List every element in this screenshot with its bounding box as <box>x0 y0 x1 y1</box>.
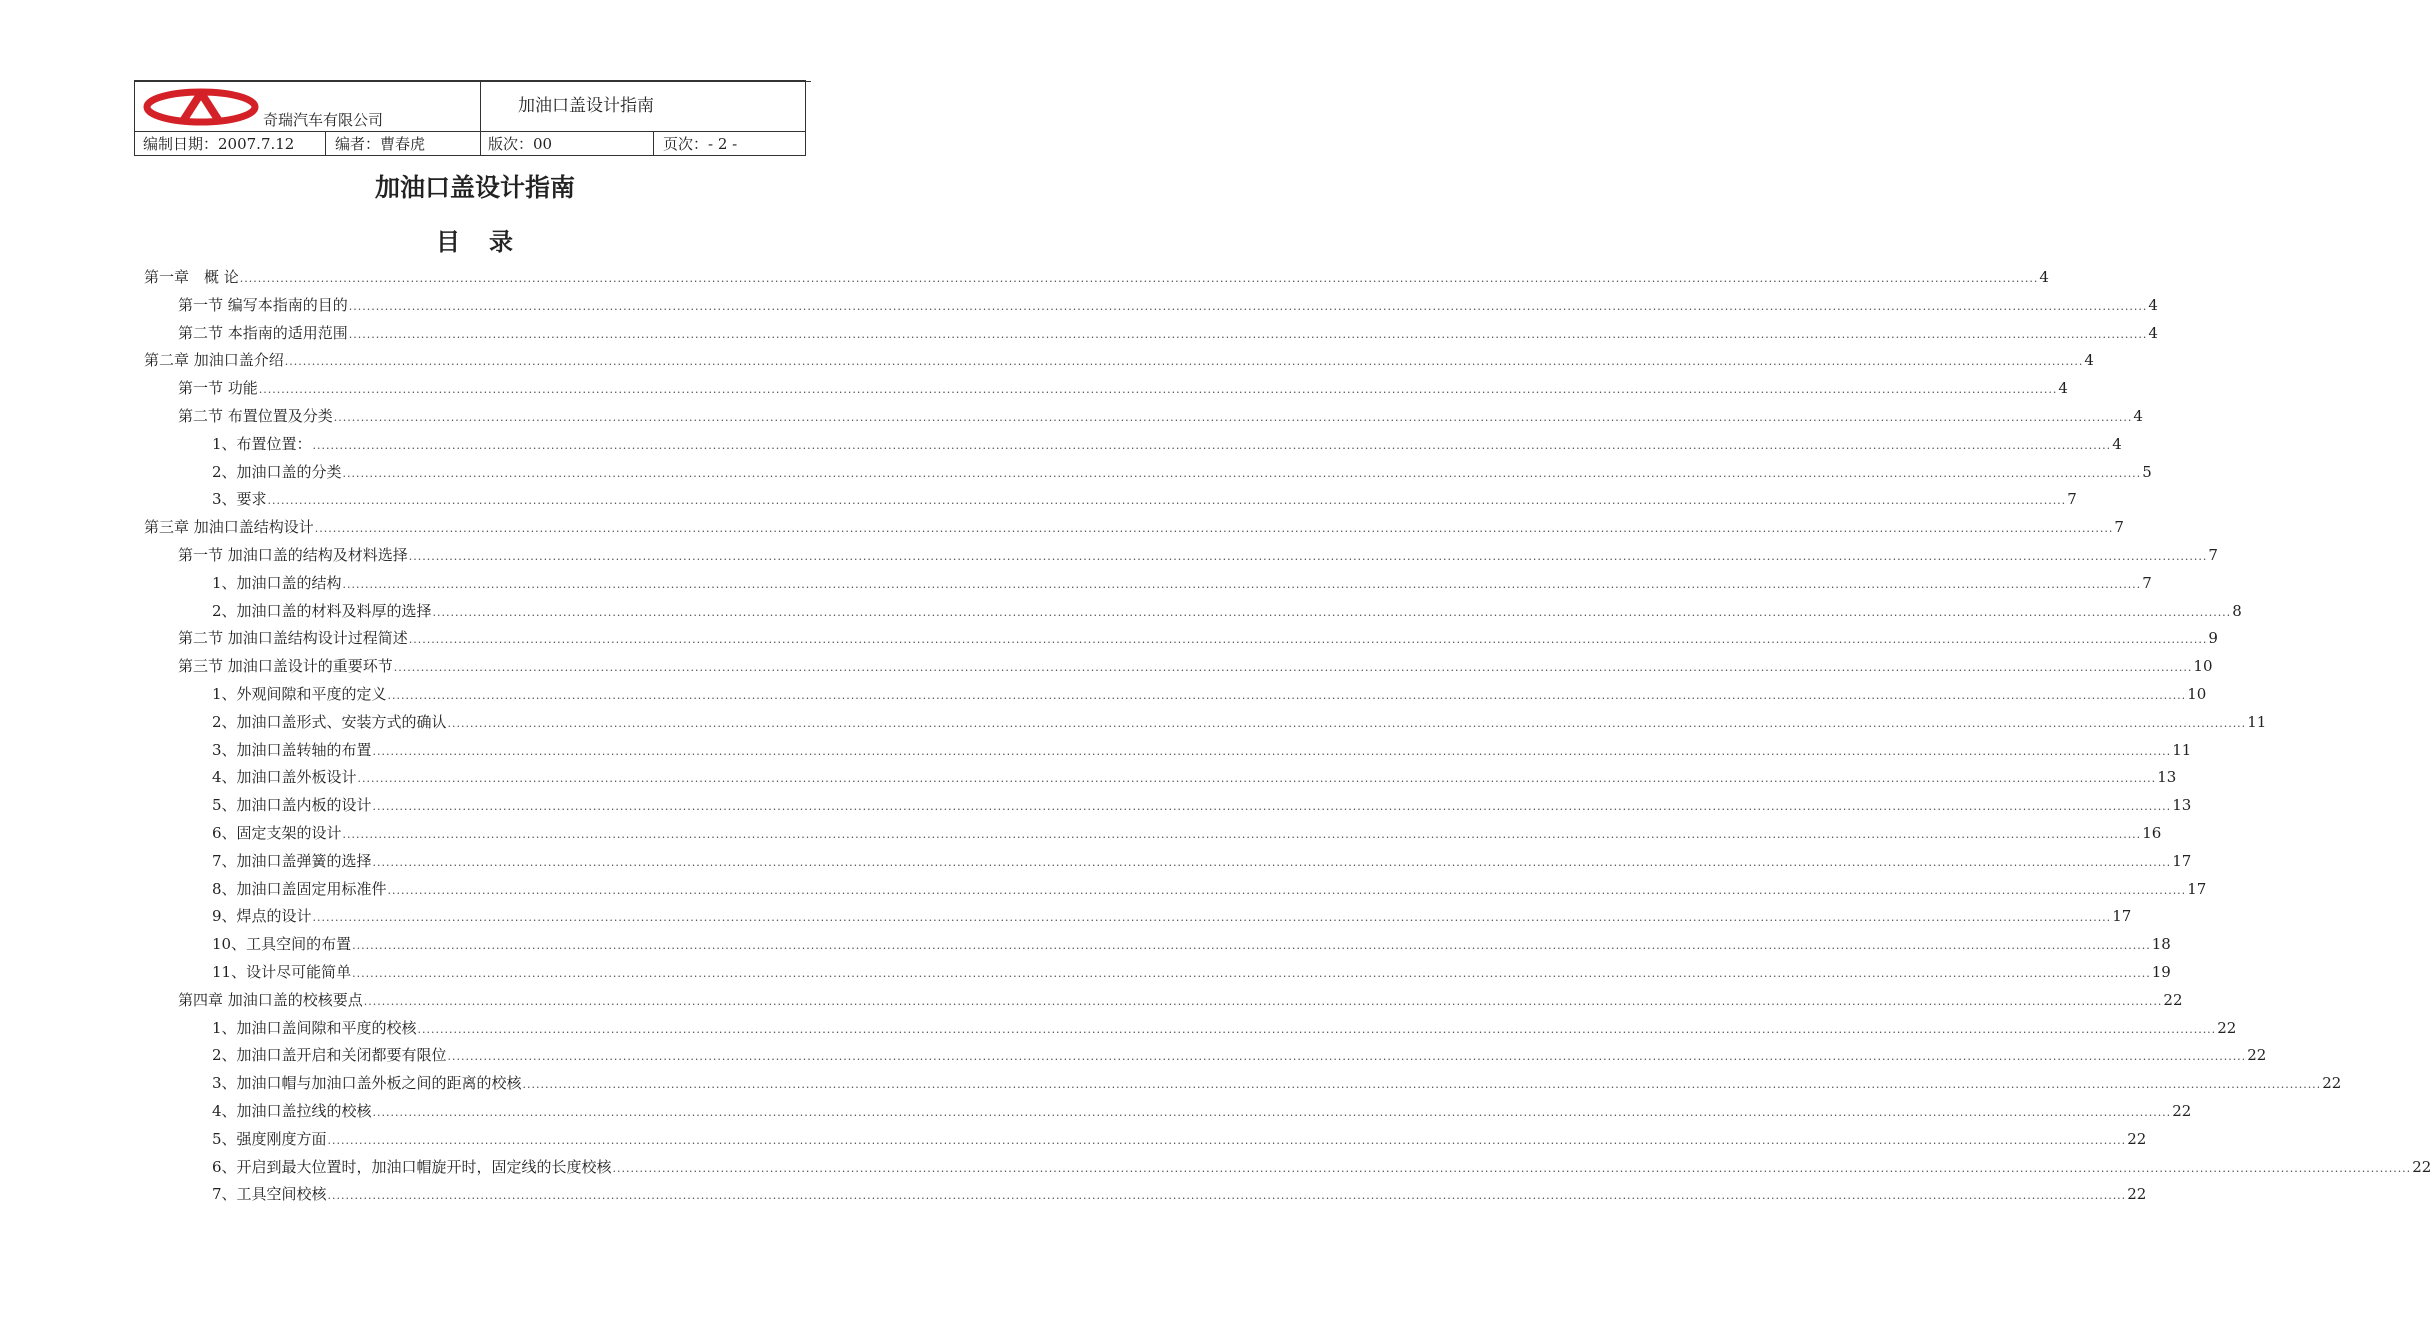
toc-entry[interactable] <box>212 905 2132 927</box>
toc-entry-label: 第二节 本指南的适用范围 <box>178 323 348 342</box>
toc-entry-page: 17 <box>2187 879 2207 898</box>
toc-entry-label: 1、布置位置： <box>212 434 312 453</box>
toc-entry[interactable] <box>144 349 2094 371</box>
toc-entry-label: 第四章 加油口盖的校核要点 <box>178 990 363 1009</box>
toc-entry-page: 7 <box>2142 573 2152 592</box>
toc-entry-label: 3、加油口盖转轴的布置 <box>212 740 372 759</box>
toc-leader-dots: ................................................................................................................................................................................................................................................................................................................................................................................................................ <box>447 1050 2247 1064</box>
toc-leader-dots: ................................................................................................................................................................................................................................................................................................................................................................................................................ <box>267 494 2067 508</box>
toc-entry-page: 10 <box>2193 657 2213 676</box>
toc-entry-page: 4 <box>2148 295 2158 314</box>
toc-entry[interactable] <box>212 572 2152 594</box>
toc-entry-label: 6、固定支架的设计 <box>212 824 342 842</box>
toc-entry-label: 第二节 布置位置及分类 <box>178 407 333 425</box>
toc-leader-dots: ................................................................................................................................................................................................................................................................................................................................................................................................................ <box>447 716 2247 730</box>
toc-entry[interactable] <box>212 433 2122 455</box>
version: 版次：00 <box>488 135 553 153</box>
toc-entry-page: 11 <box>2172 740 2192 759</box>
header-divider <box>480 132 481 156</box>
toc-entry-label: 6、开启到最大位置时，加油口帽旋开时，固定线的长度校核 <box>212 1157 612 1176</box>
toc-leader-dots: ................................................................................................................................................................................................................................................................................................................................................................................................................ <box>522 1078 2322 1092</box>
toc-entry-label: 9、焊点的设计 <box>212 907 312 926</box>
toc-entry-page: 4 <box>2058 379 2068 398</box>
toc-entry-label: 10、工具空间的布置 <box>212 935 352 954</box>
toc-entry[interactable] <box>212 1183 2147 1205</box>
toc-entry-label: 2、加油口盖形式、安装方式的确认 <box>212 712 447 731</box>
toc-leader-dots: ................................................................................................................................................................................................................................................................................................................................................................................................................ <box>352 939 2151 953</box>
toc-entry[interactable] <box>212 794 2192 816</box>
toc-entry[interactable] <box>212 461 2152 483</box>
toc-leader-dots: ................................................................................................................................................................................................................................................................................................................................................................................................................ <box>333 411 2133 424</box>
toc-entry-label: 11、设计尽可能简单 <box>212 963 352 981</box>
toc-entry[interactable] <box>212 711 2267 733</box>
document-header <box>134 80 806 156</box>
toc-entry[interactable] <box>212 1072 2342 1094</box>
toc-entry[interactable] <box>178 989 2183 1011</box>
toc-entry-label: 4、加油口盖外板设计 <box>212 768 357 787</box>
toc-leader-dots: ................................................................................................................................................................................................................................................................................................................................................................................................................ <box>258 383 2058 397</box>
toc-entry-page: 4 <box>2148 323 2158 342</box>
toc-entry-label: 2、加油口盖的材料及料厚的选择 <box>212 601 432 620</box>
toc-entry-label: 第三章 加油口盖结构设计 <box>144 518 314 537</box>
toc-entry-page: 10 <box>2187 685 2207 703</box>
toc-entry[interactable] <box>178 322 2158 344</box>
toc-entry-label: 第一节 加油口盖的结构及材料选择 <box>178 546 408 564</box>
toc-entry-label: 第一节 编写本指南的目的 <box>178 295 348 314</box>
toc-entry-label: 1、加油口盖的结构 <box>212 573 342 592</box>
toc-leader-dots: ................................................................................................................................................................................................................................................................................................................................................................................................................ <box>239 272 2039 285</box>
toc-leader-dots: ................................................................................................................................................................................................................................................................................................................................................................................................................ <box>342 577 2142 591</box>
toc-entry-page: 22 <box>2217 1018 2237 1037</box>
toc-leader-dots: ................................................................................................................................................................................................................................................................................................................................................................................................................ <box>348 299 2148 313</box>
page-number: 页次：- 2 - <box>663 135 738 153</box>
toc-entry-page: 7 <box>2067 490 2077 509</box>
toc-entry[interactable] <box>144 266 2049 288</box>
toc-entry-page: 22 <box>2247 1046 2267 1065</box>
toc-entry-page: 4 <box>2133 407 2143 425</box>
toc-entry[interactable] <box>212 1128 2147 1150</box>
toc-entry[interactable] <box>212 600 2242 622</box>
toc-entry[interactable] <box>178 405 2143 427</box>
toc-entry[interactable] <box>178 377 2068 399</box>
toc-entry-page: 16 <box>2142 824 2162 842</box>
toc-leader-dots: ................................................................................................................................................................................................................................................................................................................................................................................................................ <box>327 1133 2127 1147</box>
toc-entry-label: 1、外观间隙和平度的定义 <box>212 685 387 703</box>
toc-entry-label: 7、工具空间校核 <box>212 1185 327 1204</box>
toc-entry-label: 2、加油口盖开启和关闭都要有限位 <box>212 1046 447 1065</box>
toc-entry-label: 4、加油口盖拉线的校核 <box>212 1102 372 1120</box>
toc-leader-dots: ................................................................................................................................................................................................................................................................................................................................................................................................................ <box>393 661 2193 675</box>
company-name: 奇瑞汽车有限公司 <box>263 111 384 129</box>
toc-entry[interactable] <box>178 544 2218 566</box>
toc-entry-page: 7 <box>2114 518 2124 537</box>
toc-leader-dots: ................................................................................................................................................................................................................................................................................................................................................................................................................ <box>284 355 2084 369</box>
toc-entry-page: 22 <box>2172 1102 2192 1120</box>
toc-leader-dots: ................................................................................................................................................................................................................................................................................................................................................................................................................ <box>408 550 2208 563</box>
author: 编者：曹春虎 <box>335 135 426 153</box>
header-divider <box>653 132 654 156</box>
toc-entry-label: 5、加油口盖内板的设计 <box>212 796 372 815</box>
page-title: 加油口盖设计指南 <box>374 173 575 202</box>
toc-entry-page: 18 <box>2151 935 2171 954</box>
toc-entry[interactable] <box>212 1044 2267 1066</box>
toc-entry-label: 8、加油口盖固定用标准件 <box>212 879 387 898</box>
toc-entry-label: 第三节 加油口盖设计的重要环节 <box>178 657 393 676</box>
toc-entry-label: 5、强度刚度方面 <box>212 1129 327 1148</box>
toc-entry-page: 7 <box>2208 546 2218 564</box>
toc-entry-page: 17 <box>2112 907 2132 926</box>
toc-entry[interactable] <box>212 1017 2237 1039</box>
toc-entry-label: 2、加油口盖的分类 <box>212 462 342 481</box>
compile-date: 编制日期：2007.7.12 <box>143 135 295 153</box>
toc-entry[interactable] <box>212 822 2162 844</box>
toc-entry-page: 17 <box>2172 851 2192 870</box>
toc-entry-page: 4 <box>2039 268 2049 286</box>
toc-entry-label: 3、加油口帽与加油口盖外板之间的距离的校核 <box>212 1074 522 1093</box>
toc-entry-label: 7、加油口盖弹簧的选择 <box>212 851 372 870</box>
toc-entry[interactable] <box>178 294 2158 316</box>
toc-entry-page: 22 <box>2127 1129 2147 1148</box>
toc-entry[interactable] <box>178 655 2213 677</box>
toc-entry[interactable] <box>212 766 2177 788</box>
toc-entry[interactable] <box>212 683 2207 705</box>
toc-leader-dots: ................................................................................................................................................................................................................................................................................................................................................................................................................ <box>348 327 2148 341</box>
toc-leader-dots: ................................................................................................................................................................................................................................................................................................................................................................................................................ <box>372 800 2172 814</box>
toc-leader-dots: ................................................................................................................................................................................................................................................................................................................................................................................................................ <box>312 438 2112 452</box>
toc-entry-page: 9 <box>2208 629 2218 648</box>
toc-entry-page: 4 <box>2112 434 2122 453</box>
toc-entry-page: 13 <box>2157 768 2177 787</box>
toc-entry-label: 第二章 加油口盖介绍 <box>144 351 284 370</box>
toc-leader-dots: ................................................................................................................................................................................................................................................................................................................................................................................................................ <box>417 1022 2217 1036</box>
toc-leader-dots: ................................................................................................................................................................................................................................................................................................................................................................................................................ <box>372 855 2172 869</box>
toc-entry-label: 第一节 功能 <box>178 379 258 398</box>
toc-entry-page: 22 <box>2322 1074 2342 1093</box>
toc-entry-page: 8 <box>2232 601 2242 620</box>
toc-entry[interactable] <box>212 488 2077 510</box>
toc-entry[interactable] <box>212 1100 2192 1122</box>
toc-entry[interactable] <box>178 627 2218 649</box>
toc-leader-dots: ................................................................................................................................................................................................................................................................................................................................................................................................................ <box>408 633 2208 647</box>
toc-entry-page: 22 <box>2127 1185 2147 1204</box>
toc-entry-page: 22 <box>2412 1157 2431 1176</box>
toc-entry[interactable] <box>212 1156 2431 1178</box>
toc-entry[interactable] <box>212 933 2171 955</box>
toc-entry-page: 22 <box>2163 990 2183 1009</box>
toc-leader-dots: ................................................................................................................................................................................................................................................................................................................................................................................................................ <box>387 689 2187 702</box>
toc-leader-dots: ................................................................................................................................................................................................................................................................................................................................................................................................................ <box>363 994 2163 1008</box>
toc-entry-page: 11 <box>2247 712 2267 731</box>
chery-logo-icon <box>143 85 261 129</box>
toc-leader-dots: ................................................................................................................................................................................................................................................................................................................................................................................................................ <box>372 1106 2172 1119</box>
toc-leader-dots: ................................................................................................................................................................................................................................................................................................................................................................................................................ <box>372 744 2172 758</box>
toc-entry-page: 5 <box>2142 462 2152 481</box>
header-divider <box>325 132 326 156</box>
toc-leader-dots: ................................................................................................................................................................................................................................................................................................................................................................................................................ <box>314 522 2114 536</box>
toc-entry-label: 第一章 概 论 <box>144 268 239 286</box>
toc-leader-dots: ................................................................................................................................................................................................................................................................................................................................................................................................................ <box>357 772 2157 786</box>
toc-entry-label: 第二节 加油口盖结构设计过程简述 <box>178 629 408 648</box>
toc-entry-label: 1、加油口盖间隙和平度的校核 <box>212 1018 417 1037</box>
toc-entry[interactable] <box>212 739 2192 761</box>
toc-leader-dots: ................................................................................................................................................................................................................................................................................................................................................................................................................ <box>612 1161 2412 1175</box>
toc-entry[interactable] <box>144 516 2124 538</box>
toc-entry[interactable] <box>212 850 2192 872</box>
toc-leader-dots: ................................................................................................................................................................................................................................................................................................................................................................................................................ <box>432 605 2232 619</box>
toc-entry-page: 19 <box>2151 963 2171 981</box>
toc-leader-dots: ................................................................................................................................................................................................................................................................................................................................................................................................................ <box>312 911 2112 925</box>
toc-leader-dots: ................................................................................................................................................................................................................................................................................................................................................................................................................ <box>327 1189 2127 1203</box>
toc-leader-dots: ................................................................................................................................................................................................................................................................................................................................................................................................................ <box>387 883 2187 897</box>
toc-entry[interactable] <box>212 878 2207 900</box>
toc-heading: 目 录 <box>435 228 515 256</box>
toc-entry-page: 4 <box>2084 351 2094 370</box>
toc-entry-label: 3、要求 <box>212 490 267 509</box>
toc-entry[interactable] <box>212 961 2171 983</box>
toc-leader-dots: ................................................................................................................................................................................................................................................................................................................................................................................................................ <box>342 828 2142 841</box>
toc-leader-dots: ................................................................................................................................................................................................................................................................................................................................................................................................................ <box>342 466 2142 480</box>
toc-leader-dots: ................................................................................................................................................................................................................................................................................................................................................................................................................ <box>352 967 2151 980</box>
header-doc-title: 加油口盖设计指南 <box>518 96 654 116</box>
toc-entry-page: 13 <box>2172 796 2192 815</box>
